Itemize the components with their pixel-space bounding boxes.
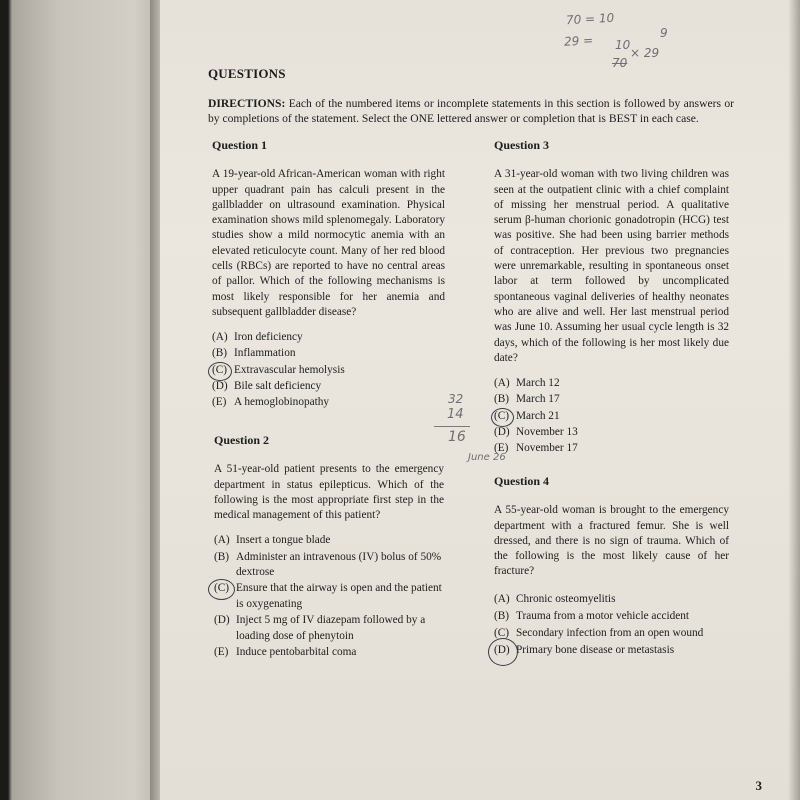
handwritten-times: × 29 bbox=[630, 46, 660, 60]
question-2-option-b[interactable]: (B) Administer an intravenous (IV) bolus of 50% dextrose bbox=[214, 550, 442, 579]
question-1-title: Question 1 bbox=[212, 138, 268, 152]
book-page bbox=[160, 0, 800, 800]
handwritten-sum-line bbox=[434, 426, 470, 427]
handwritten-sum-result: 16 bbox=[448, 429, 466, 445]
question-1-option-c[interactable]: (C) Extravascular hemolysis bbox=[212, 363, 445, 379]
question-2-stem: A 51-year-old patient presents to the emergency department in status epilepticus. Which of the following is the most appropriate first step in the medical management of this patient? bbox=[214, 463, 444, 522]
question-4-option-a[interactable]: (A) Chronic osteomyelitis bbox=[494, 592, 616, 605]
answer-circle bbox=[488, 638, 518, 666]
section-heading: QUESTIONS bbox=[208, 66, 286, 81]
question-3-option-a[interactable]: (A) March 12 bbox=[494, 377, 560, 390]
question-1-stem: A 19-year-old African-American woman with right upper quadrant pain has calculi present in the gallbladder on ultrasound examination. Physical examination shows mild splenomegaly. Laboratory studies show a mild normocytic anemia with an elevated reticulocyte count. Many of her red blood cells (RBCs) are reported to have no central areas of pallor. Which of the following mechanisms is most likely responsible for her anemia and subsequent gallbladder disease? bbox=[212, 168, 445, 318]
question-4-option-d[interactable]: (D) Primary bone disease or metastasis bbox=[494, 643, 729, 659]
question-3-option-d[interactable]: (D) November 13 bbox=[494, 425, 578, 438]
handwritten-nine: 9 bbox=[660, 26, 668, 40]
question-2-options bbox=[214, 533, 444, 660]
question-2 bbox=[214, 433, 444, 661]
page-number: 3 bbox=[755, 778, 762, 793]
question-1-options bbox=[212, 330, 445, 410]
handwritten-note-top-2: 29 = bbox=[563, 33, 594, 49]
question-4-option-c[interactable]: (C) Secondary infection from an open wound bbox=[494, 627, 704, 640]
question-3-option-b[interactable]: (B) March 17 bbox=[494, 393, 560, 406]
question-3-options bbox=[494, 376, 729, 456]
directions-text: Each of the numbered items or incomplete statements in this section is followed by answers or by completions of the statement. Select the ONE lettered answer or completion that is BEST in each case. bbox=[208, 97, 734, 125]
question-4-title: Question 4 bbox=[494, 474, 550, 488]
page-right-edge-shadow bbox=[788, 0, 800, 800]
question-2-title: Question 2 bbox=[214, 433, 270, 447]
question-4-option-b[interactable]: (B) Trauma from a motor vehicle accident bbox=[494, 609, 690, 622]
handwritten-fraction-numerator: 10 bbox=[615, 38, 631, 52]
question-2-option-d[interactable]: (D) Inject 5 mg of IV diazepam followed by a loading dose of phenytoin bbox=[214, 614, 426, 642]
handwritten-sum-b: 14 bbox=[447, 407, 464, 422]
question-3-stem: A 31-year-old woman with two living children was seen at the outpatient clinic with a chief complaint of missing her menstrual period. A qualitative serum β-human chorionic gonadotropin (HCG) test was positive. She had been using barrier methods of contraception. Her previous two pregnancies were unremarkable, resulting in spontaneous onset labor at term followed by uncomplicated spontaneous vaginal deliveries of healthy neonates who are alive and well. Her last menstrual period was June 10. Assuming her usual cycle length is 32 days, which of the following is her most likely due date? bbox=[494, 168, 729, 364]
question-4-options bbox=[494, 592, 729, 659]
handwritten-june-note: June 26 bbox=[468, 452, 506, 463]
question-1-option-a[interactable]: (A) Iron deficiency bbox=[212, 331, 303, 344]
handwritten-fraction-denominator: 70 bbox=[612, 56, 628, 70]
question-2-option-a[interactable]: (A) Insert a tongue blade bbox=[214, 534, 331, 547]
question-3 bbox=[494, 138, 729, 457]
question-2-option-c[interactable]: (C) Ensure that the airway is open and the patient is oxygenating bbox=[214, 581, 444, 612]
question-1 bbox=[212, 138, 445, 411]
question-2-option-e[interactable]: (E) Induce pentobarbital coma bbox=[214, 646, 357, 659]
handwritten-note-top-1: 70 = 10 bbox=[565, 10, 615, 28]
question-1-option-b[interactable]: (B) Inflammation bbox=[212, 347, 296, 360]
question-1-option-e[interactable]: (E) A hemoglobinopathy bbox=[212, 396, 330, 409]
answer-circle bbox=[208, 362, 232, 381]
answer-circle bbox=[491, 408, 514, 427]
handwritten-sum-a: 32 bbox=[448, 392, 464, 406]
question-4 bbox=[494, 474, 729, 660]
question-1-option-d[interactable]: (D) Bile salt deficiency bbox=[212, 379, 322, 392]
question-3-option-e[interactable]: (E) November 17 bbox=[494, 441, 578, 454]
directions-paragraph bbox=[208, 96, 734, 126]
question-4-stem: A 55-year-old woman is brought to the emergency department with a fractured femur. She is well dressed, and there is no sign of trauma. Which of the following is the most likely cause of her fracture? bbox=[494, 504, 729, 578]
question-3-option-c[interactable]: (C) March 21 bbox=[494, 409, 729, 425]
question-3-title: Question 3 bbox=[494, 138, 550, 152]
directions-label: DIRECTIONS: bbox=[208, 97, 286, 110]
